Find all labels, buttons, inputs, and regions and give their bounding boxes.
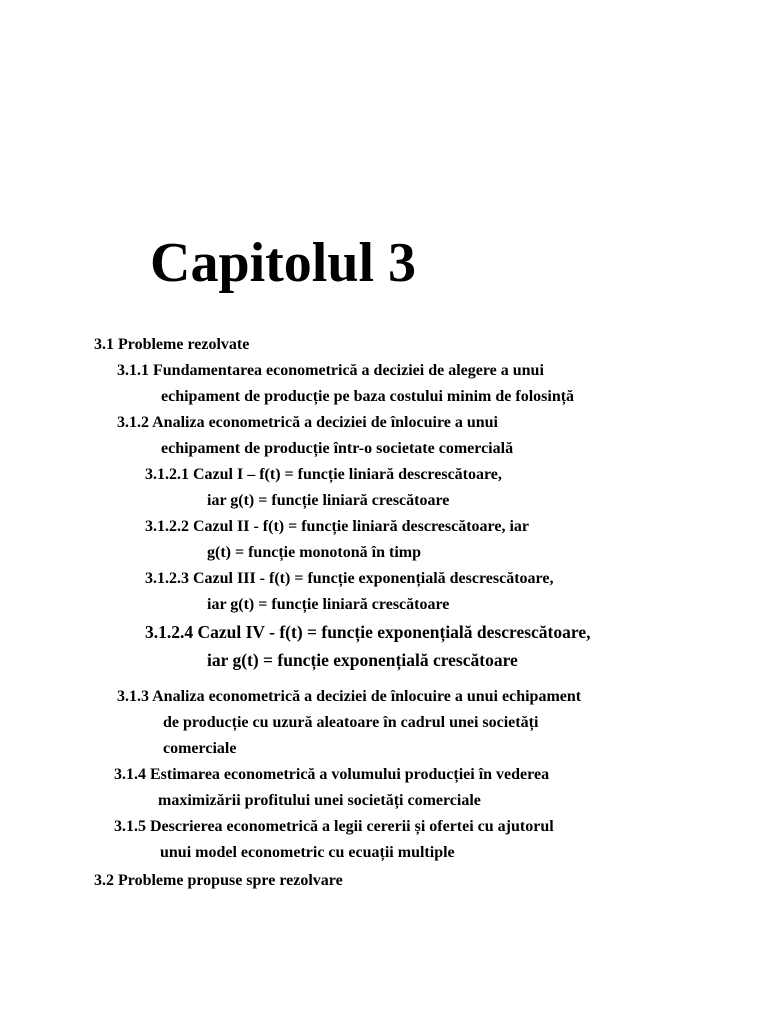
toc-line-3-1-1-b: echipament de producție pe baza costului minim de folosință xyxy=(161,388,575,405)
toc-line-3-1-2-2-a: 3.1.2.2 Cazul II - f(t) = funcție liniară descrescătoare, iar xyxy=(145,518,530,535)
toc-line-3-1-2-3-a: 3.1.2.3 Cazul III - f(t) = funcție exponențială descrescătoare, xyxy=(145,570,554,587)
toc-line-3-1-2-1-a: 3.1.2.1 Cazul I – f(t) = funcție liniară descrescătoare, xyxy=(145,466,502,483)
toc-line-3-1-3-a: 3.1.3 Analiza econometrică a deciziei de înlocuire a unui echipament xyxy=(117,688,582,705)
toc-line-3-1-2-b: echipament de producție într-o societate comercială xyxy=(161,440,514,457)
toc-line-3-1-4-b: maximizării profitului unei societăți comerciale xyxy=(158,792,481,809)
toc-line-3-1-2-1-b: iar g(t) = funcție liniară crescătoare xyxy=(207,492,450,509)
toc-line-3-1-4-a: 3.1.4 Estimarea econometrică a volumului producției în vederea xyxy=(114,766,550,783)
toc-line-3-1: 3.1 Probleme rezolvate xyxy=(94,336,250,353)
toc-line-3-1-2-a: 3.1.2 Analiza econometrică a deciziei de înlocuire a unui xyxy=(117,414,498,431)
chapter-title: Capitolul 3 xyxy=(150,232,417,294)
toc-line-3-1-5-a: 3.1.5 Descrierea econometrică a legii cererii și ofertei cu ajutorul xyxy=(114,818,554,835)
toc-line-3-1-2-3-b: iar g(t) = funcție liniară crescătoare xyxy=(207,596,450,613)
toc-line-3-1-2-4-a: 3.1.2.4 Cazul IV - f(t) = funcție exponențială descrescătoare, xyxy=(145,622,591,642)
toc-line-3-1-5-b: unui model econometric cu ecuații multiple xyxy=(160,844,455,861)
toc-line-3-1-3-b: de producție cu uzură aleatoare în cadrul unei societăți xyxy=(163,714,539,731)
toc-line-3-1-3-c: comerciale xyxy=(163,740,237,757)
toc-line-3-1-1-a: 3.1.1 Fundamentarea econometrică a deciziei de alegere a unui xyxy=(117,362,544,379)
toc-line-3-1-2-4-b: iar g(t) = funcție exponențială crescătoare xyxy=(207,650,518,670)
toc-line-3-1-2-2-b: g(t) = funcție monotonă în timp xyxy=(207,544,421,561)
toc-line-3-2: 3.2 Probleme propuse spre rezolvare xyxy=(94,872,343,889)
